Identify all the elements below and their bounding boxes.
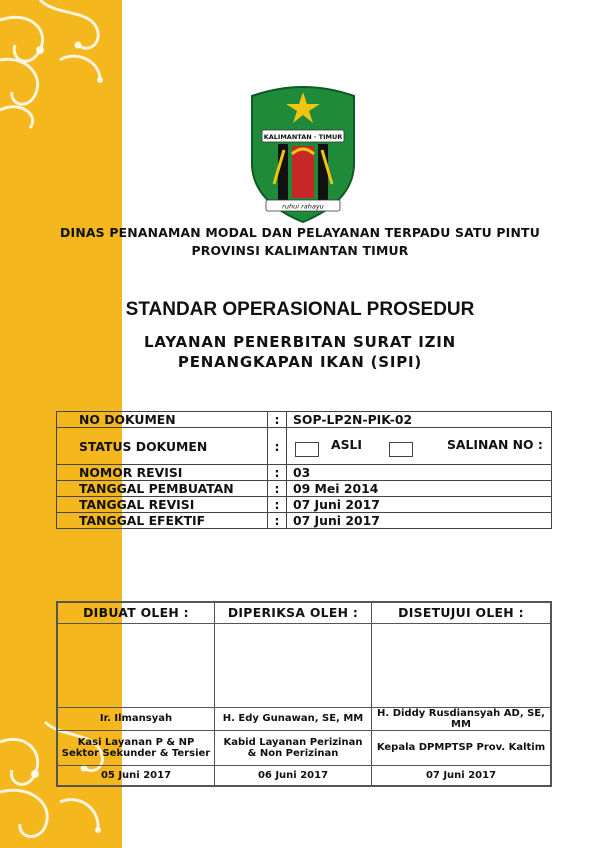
date-diperiksa: 06 Juni 2017 xyxy=(215,765,372,786)
header-disetujui-oleh: DISETUJUI OLEH : xyxy=(372,602,552,623)
separator: : xyxy=(268,513,287,529)
value-nomor-revisi: 03 xyxy=(287,465,552,481)
signature-header-row xyxy=(57,602,551,623)
document-info-table xyxy=(56,411,552,529)
document-title: STANDAR OPERASIONAL PROSEDUR xyxy=(125,299,475,320)
signature-name-row xyxy=(57,707,551,730)
signature-box-dibuat xyxy=(57,623,215,707)
row-no-dokumen xyxy=(57,412,552,428)
row-nomor-revisi xyxy=(57,465,552,481)
kaltim-emblem-logo xyxy=(244,84,362,224)
organization-province: PROVINSI KALIMANTAN TIMUR xyxy=(191,243,409,258)
signature-date-row xyxy=(57,765,551,786)
separator: : xyxy=(268,465,287,481)
label-nomor-revisi: NOMOR REVISI xyxy=(57,465,268,481)
organization-name: DINAS PENANAMAN MODAL DAN PELAYANAN TERPADU SATU PINTU xyxy=(60,225,540,240)
row-status-dokumen xyxy=(57,428,552,465)
header-dibuat-oleh: DIBUAT OLEH : xyxy=(57,602,215,623)
value-no-dokumen: SOP-LP2N-PIK-02 xyxy=(287,412,552,428)
svg-text:KALIMANTAN · TIMUR: KALIMANTAN · TIMUR xyxy=(263,133,343,141)
label-no-dokumen: NO DOKUMEN xyxy=(57,412,268,428)
checkbox-asli[interactable] xyxy=(295,442,319,457)
row-tanggal-efektif xyxy=(57,513,552,529)
signature-role-row xyxy=(57,730,551,765)
separator: : xyxy=(268,428,287,465)
document-subtitle-line1: LAYANAN PENERBITAN SURAT IZIN xyxy=(144,333,456,351)
name-dibuat: Ir. Ilmansyah xyxy=(57,707,215,730)
name-disetujui: H. Diddy Rusdiansyah AD, SE, MM xyxy=(372,707,552,730)
option-asli-label: ASLI xyxy=(331,437,363,452)
label-status-dokumen: STATUS DOKUMEN xyxy=(57,428,268,465)
signature-table xyxy=(56,601,552,787)
label-tanggal-efektif: TANGGAL EFEKTIF xyxy=(57,513,268,529)
role-diperiksa: Kabid Layanan Perizinan & Non Perizinan xyxy=(215,730,372,765)
option-salinan-label: SALINAN NO : xyxy=(447,437,543,452)
row-tanggal-revisi xyxy=(57,497,552,513)
checkbox-salinan[interactable] xyxy=(389,442,413,457)
document-subtitle-line2: PENANGKAPAN IKAN (SIPI) xyxy=(177,353,423,371)
row-tanggal-pembuatan xyxy=(57,481,552,497)
label-tanggal-pembuatan: TANGGAL PEMBUATAN xyxy=(57,481,268,497)
value-tanggal-revisi: 07 Juni 2017 xyxy=(287,497,552,513)
label-tanggal-revisi: TANGGAL REVISI xyxy=(57,497,268,513)
separator: : xyxy=(268,412,287,428)
role-disetujui: Kepala DPMPTSP Prov. Kaltim xyxy=(372,730,552,765)
header-diperiksa-oleh: DIPERIKSA OLEH : xyxy=(215,602,372,623)
value-tanggal-pembuatan: 09 Mei 2014 xyxy=(287,481,552,497)
signature-box-diperiksa xyxy=(215,623,372,707)
ornament-top-decoration xyxy=(0,0,122,130)
name-diperiksa: H. Edy Gunawan, SE, MM xyxy=(215,707,372,730)
signature-box-disetujui xyxy=(372,623,552,707)
date-disetujui: 07 Juni 2017 xyxy=(372,765,552,786)
date-dibuat: 05 Juni 2017 xyxy=(57,765,215,786)
separator: : xyxy=(268,481,287,497)
role-dibuat: Kasi Layanan P & NP Sektor Sekunder & Tersier xyxy=(57,730,215,765)
svg-text:ruhui rahayu: ruhui rahayu xyxy=(282,202,324,211)
signature-space-row xyxy=(57,623,551,707)
value-tanggal-efektif: 07 Juni 2017 xyxy=(287,513,552,529)
separator: : xyxy=(268,497,287,513)
